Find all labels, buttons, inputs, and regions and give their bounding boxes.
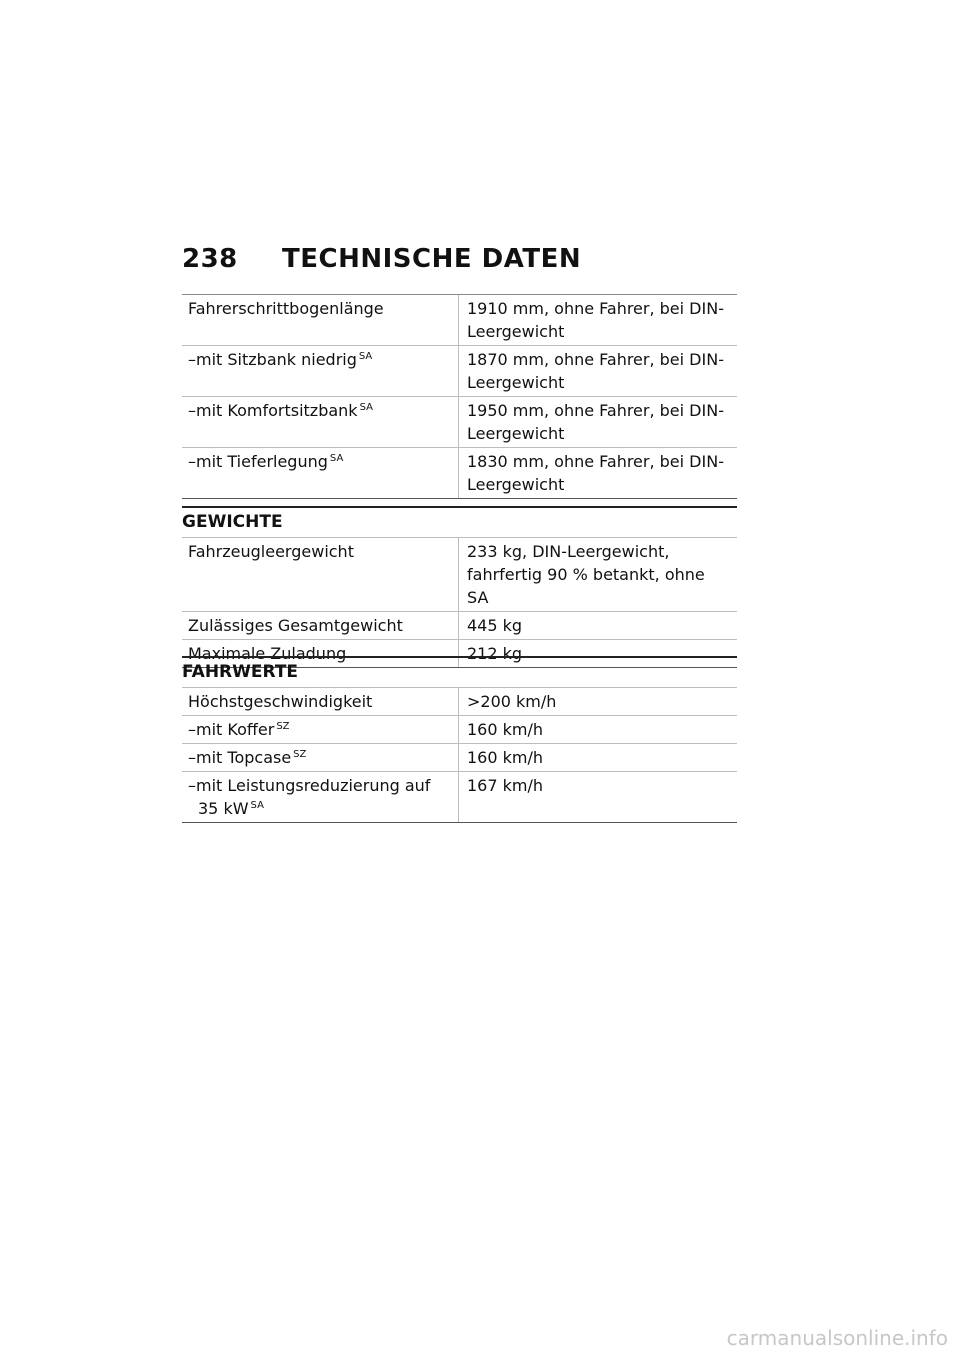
row-value: 445 kg [467, 616, 523, 635]
row-label: Fahrzeugleergewicht [182, 538, 459, 611]
row-label: Höchstgeschwindigkeit [182, 688, 459, 715]
footnote-mark: SA [250, 800, 264, 811]
table-row [182, 688, 737, 716]
page-title: TECHNISCHE DATEN [282, 244, 582, 274]
table-row [182, 538, 737, 612]
row-label: –mit Sitzbank niedrig $^{SA}$ [182, 346, 459, 396]
row-value: 233 kg, DIN-Leergewicht, fahrfertig 90 % betankt, ohne SA [467, 542, 705, 607]
row-label: –mit Koffer $^{SZ}$ [182, 716, 459, 743]
weights-table [182, 538, 737, 668]
table-row [182, 346, 737, 397]
row-label: –mit Topcase $^{SZ}$ [182, 744, 459, 771]
row-value: 160 km/h [467, 720, 544, 739]
row-label: Zulässiges Gesamtgewicht [182, 612, 459, 639]
row-value: >200 km/h [467, 692, 557, 711]
watermark: carmanualsonline.info [726, 1326, 948, 1350]
table-row [182, 612, 737, 640]
row-value: 1950 mm, ohne Fahrer, bei DIN-Leergewicht [467, 401, 724, 443]
footnote-mark: SZ [276, 721, 290, 732]
table-row [182, 716, 737, 744]
section-title-performance: FAHRWERTE [182, 656, 737, 688]
footnote-mark: SA [329, 453, 344, 464]
row-label: –mit Komfortsitzbank $^{SA}$ [182, 397, 459, 447]
row-label: Fahrerschrittbogenlänge [182, 295, 459, 345]
row-value: 212 kg [467, 644, 523, 663]
footnote-mark: SA [359, 402, 373, 413]
section-title-weights: GEWICHTE [182, 506, 737, 538]
row-value: 1830 mm, ohne Fahrer, bei DIN-Leergewicht [467, 452, 724, 494]
footnote-mark: SZ [293, 749, 307, 760]
footnote-mark: SA [358, 351, 373, 362]
row-value: 1870 mm, ohne Fahrer, bei DIN-Leergewicht [467, 350, 724, 392]
row-label: –mit Leistungsreduzierung auf 35 kW $^{SA}$ [182, 772, 459, 822]
table-row [182, 744, 737, 772]
table-row [182, 397, 737, 448]
page-number: 238 [182, 244, 238, 274]
table-row [182, 772, 737, 823]
row-value: 167 km/h [467, 776, 544, 795]
row-label: –mit Tieferlegung $^{SA}$ [182, 448, 459, 498]
table-row [182, 295, 737, 346]
page-header [182, 244, 581, 274]
performance-table [182, 688, 737, 823]
row-value: 1910 mm, ohne Fahrer, bei DIN-Leergewicht [467, 299, 724, 341]
row-value: 160 km/h [467, 748, 544, 767]
seat-height-table [182, 294, 737, 499]
row-label: Maximale Zuladung [182, 640, 459, 667]
table-row [182, 448, 737, 499]
